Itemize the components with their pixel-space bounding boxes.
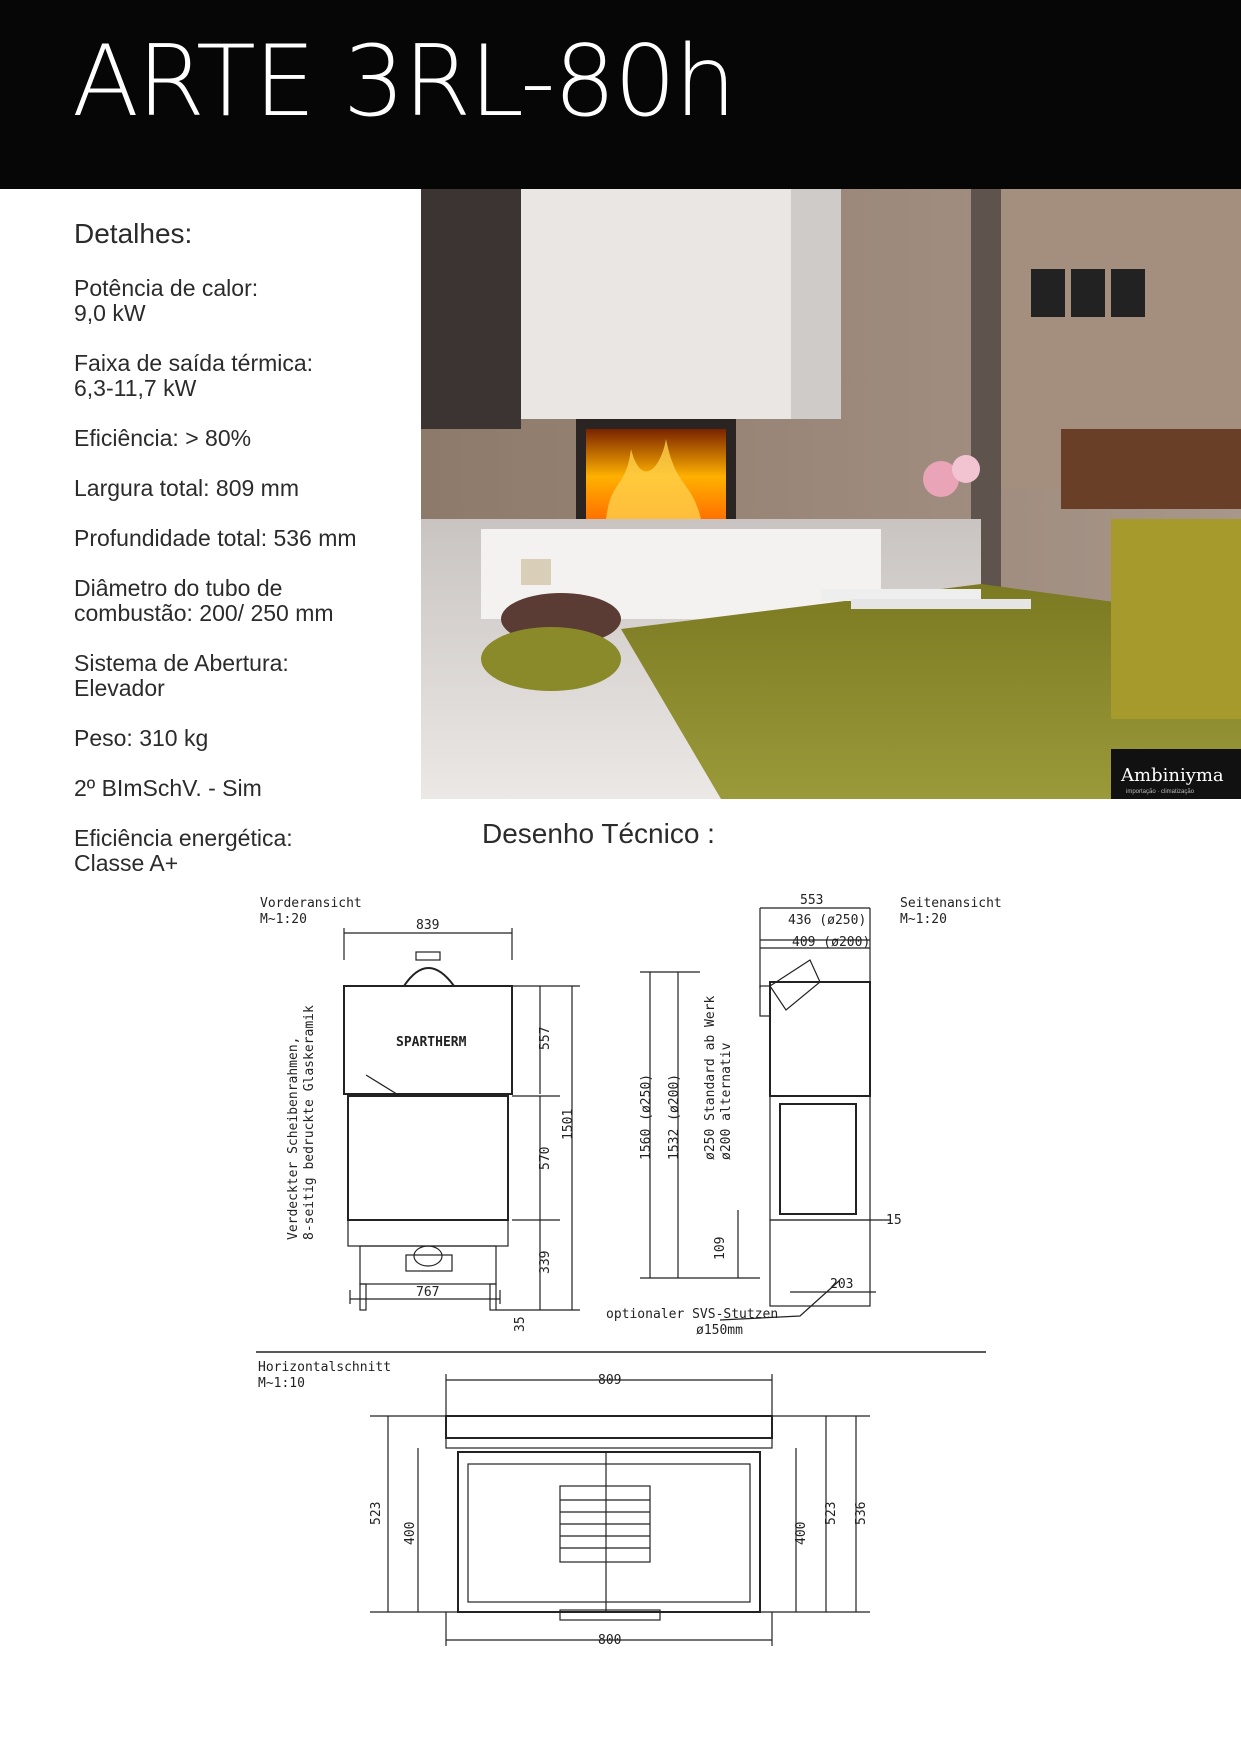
fireplace-photo	[421, 189, 1241, 799]
horizontal-section-label: Horizontalschnitt	[258, 1360, 392, 1375]
spec-item	[74, 276, 414, 326]
brand-logo: Ambiniyma	[1121, 765, 1224, 786]
dim-side-436: 436 (ø250)	[788, 913, 867, 928]
dim-horiz-800: 800	[598, 1633, 622, 1648]
dim-front-1501: 1501	[561, 1108, 576, 1140]
room-illustration	[421, 189, 1241, 799]
spec-value: 9,0 kW	[74, 300, 146, 326]
dim-side-1532: 1532 (ø200)	[667, 1073, 682, 1160]
spec-item	[74, 426, 414, 451]
spec-item	[74, 476, 414, 501]
dim-horiz-left-523: 523	[369, 1501, 384, 1525]
spec-line: Eficiência energética:	[74, 825, 293, 851]
svs-note-line2: ø150mm	[696, 1323, 743, 1338]
dim-horiz-left-400: 400	[403, 1521, 418, 1545]
spec-item	[74, 651, 414, 701]
dim-horiz-809: 809	[598, 1373, 622, 1388]
side-view-scale: M~1:20	[900, 912, 947, 927]
dim-side-203: 203	[830, 1277, 854, 1292]
horizontal-section-scale: M~1:10	[258, 1376, 305, 1391]
dim-horiz-right-536: 536	[854, 1501, 869, 1525]
svs-note-line1: optionaler SVS-Stutzen	[606, 1307, 779, 1322]
details-heading: Detalhes:	[74, 218, 193, 249]
header-bar	[0, 0, 1241, 189]
spec-line: Profundidade total: 536 mm	[74, 525, 357, 551]
dim-front-339: 339	[538, 1250, 553, 1274]
dim-horiz-right-523: 523	[824, 1501, 839, 1525]
dim-side-15: 15	[886, 1213, 902, 1228]
dim-side-553: 553	[800, 893, 824, 908]
glass-note-line2: 8-seitig bedruckte Glaskeramik	[302, 1005, 317, 1240]
spec-value: combustão: 200/ 250 mm	[74, 600, 334, 626]
flue-note-line1: ø250 Standard ab Werk	[703, 995, 718, 1160]
dim-front-width-top: 839	[416, 918, 440, 933]
spec-line: Peso: 310 kg	[74, 725, 209, 751]
dim-front-557: 557	[538, 1026, 553, 1050]
dim-side-409: 409 (ø200)	[792, 935, 871, 950]
front-view-scale: M~1:20	[260, 912, 307, 927]
dim-horiz-right-400: 400	[794, 1521, 809, 1545]
dim-front-width-bottom: 767	[416, 1285, 440, 1300]
spec-line: Eficiência: > 80%	[74, 425, 252, 451]
spec-line: Faixa de saída térmica:	[74, 350, 314, 376]
spec-value: Elevador	[74, 675, 165, 701]
glass-note-line1: Verdeckter Scheibenrahmen,	[286, 1036, 301, 1240]
dim-side-109: 109	[713, 1236, 728, 1260]
spec-line: 2º BImSchV. - Sim	[74, 775, 262, 801]
spec-item	[74, 351, 414, 401]
spec-line: Potência de calor:	[74, 275, 259, 301]
spec-item	[74, 726, 414, 751]
spec-item	[74, 576, 414, 626]
spec-value: 6,3-11,7 kW	[74, 375, 197, 401]
side-view-label: Seitenansicht	[900, 896, 1002, 911]
front-view-label: Vorderansicht	[260, 896, 362, 911]
spec-line: Largura total: 809 mm	[74, 475, 300, 501]
details-panel	[74, 218, 414, 901]
spec-item	[74, 776, 414, 801]
dim-side-1560: 1560 (ø250)	[639, 1073, 654, 1160]
product-title: ARTE 3RL-80h	[72, 25, 735, 139]
flue-note-line2: ø200 alternativ	[719, 1042, 734, 1160]
spartherm-brand: SPARTHERM	[396, 1035, 467, 1050]
drawing-heading: Desenho Técnico :	[482, 818, 715, 849]
dim-front-foot: 35	[513, 1316, 528, 1332]
spec-item	[74, 526, 414, 551]
spec-line: Diâmetro do tubo de	[74, 575, 283, 601]
spec-value: Classe A+	[74, 850, 179, 876]
dim-front-570: 570	[538, 1146, 553, 1170]
brand-logo-sub: importação · climatização	[1126, 789, 1195, 795]
technical-drawing	[0, 860, 1241, 1754]
spec-line: Sistema de Abertura:	[74, 650, 289, 676]
